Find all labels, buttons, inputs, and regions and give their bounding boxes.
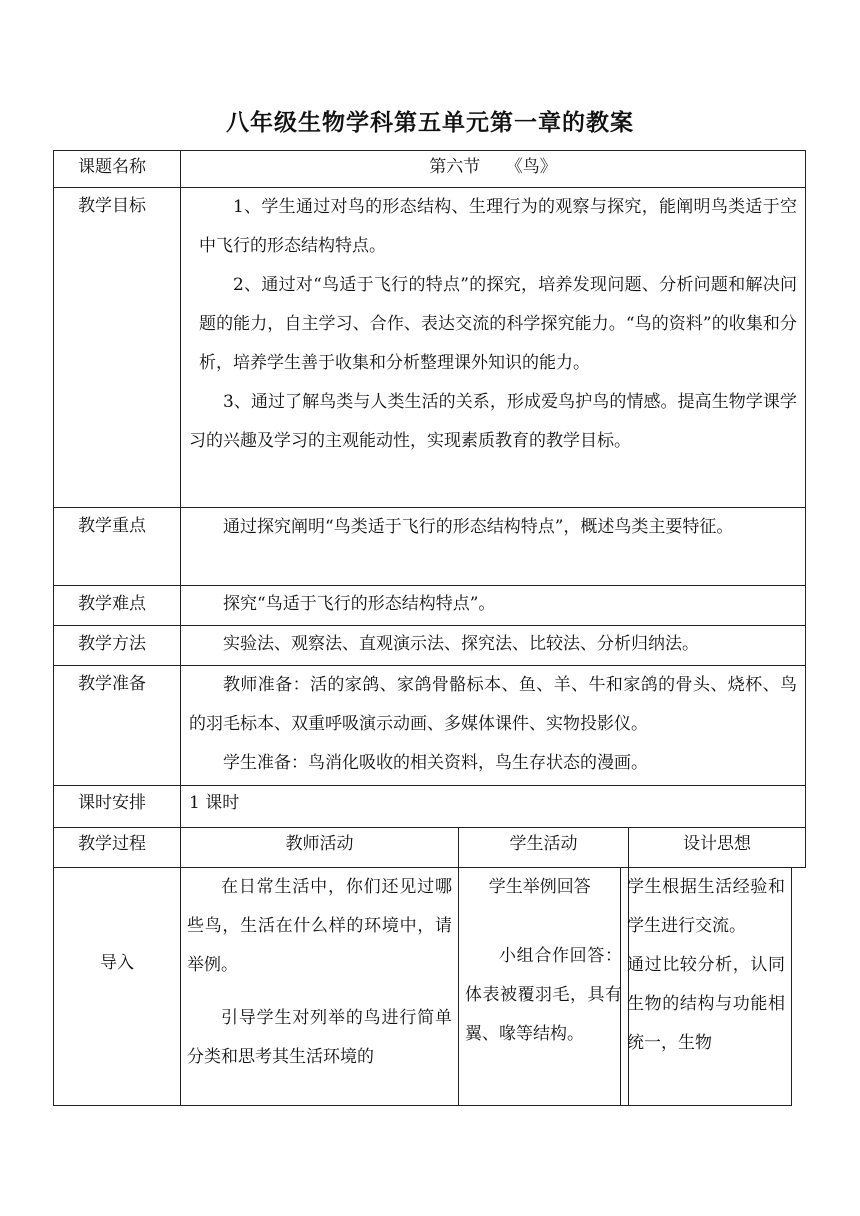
process-label: 教学过程 bbox=[78, 834, 146, 854]
topic-value-cell bbox=[180, 150, 806, 188]
intro-student-1: 学生举例回答 bbox=[488, 877, 591, 897]
design-idea-header-cell bbox=[628, 827, 806, 868]
preparation-label-cell bbox=[53, 665, 181, 786]
intro-teacher-cell bbox=[180, 867, 459, 1106]
intro-teacher-1: 在日常生活中，你们还见过哪些鸟，生活在什么样的环境中，请举例。 bbox=[187, 877, 452, 975]
difficulties-label-cell bbox=[53, 585, 181, 626]
schedule-label: 课时安排 bbox=[78, 793, 146, 813]
preparation-label: 教学准备 bbox=[78, 674, 146, 694]
objectives-content-cell bbox=[180, 187, 806, 508]
difficulties-text: 探究“鸟适于飞行的形态结构特点”。 bbox=[223, 594, 496, 614]
key-points-text: 通过探究阐明“鸟类适于飞行的形态结构特点”，概述鸟类主要特征。 bbox=[223, 517, 734, 537]
student-activity-header-cell bbox=[458, 827, 629, 868]
objective-2: 2、通过对“鸟适于飞行的特点”的探究，培养发现问题、分析问题和解决问题的能力，自主学习、合作、表达交流的科学探究能力。“鸟的资料”的收集和分析，培养学生善于收集和分析整理课外知识的能力。 bbox=[199, 275, 797, 373]
intro-design-cell bbox=[620, 867, 792, 1106]
methods-content-cell bbox=[180, 625, 806, 666]
intro-teacher-2: 引导学生对列举的鸟进行简单分类和思考其生活环境的 bbox=[187, 1008, 452, 1067]
page-title: 八年级生物学科第五单元第一章的教案 bbox=[226, 110, 634, 136]
topic-label: 课题名称 bbox=[78, 157, 146, 177]
objectives-label: 教学目标 bbox=[78, 196, 146, 216]
teacher-activity-header: 教师活动 bbox=[285, 834, 354, 854]
preparation-student: 学生准备：鸟消化吸收的相关资料，鸟生存状态的漫画。 bbox=[223, 753, 648, 773]
methods-label-cell bbox=[53, 625, 181, 666]
topic-label-cell bbox=[53, 150, 181, 188]
schedule-value-cell bbox=[180, 785, 806, 828]
methods-text: 实验法、观察法、直观演示法、探究法、比较法、分析归纳法。 bbox=[223, 634, 699, 654]
design-idea-header: 设计思想 bbox=[683, 834, 751, 854]
preparation-teacher: 教师准备：活的家鸽、家鸽骨骼标本、鱼、羊、牛和家鸽的骨头、烧杯、鸟的羽毛标本、双重呼吸演示动画、多媒体课件、实物投影仪。 bbox=[189, 675, 797, 734]
intro-design-2: 通过比较分析，认同生物的结构与功能相统一，生物 bbox=[627, 955, 785, 1053]
topic-value: 第六节 《鸟》 bbox=[429, 157, 557, 177]
difficulties-label: 教学难点 bbox=[78, 594, 146, 614]
objective-3: 3、通过了解鸟类与人类生活的关系，形成爱鸟护鸟的情感。提高生物学课学习的兴趣及学习的主观能动性，实现素质教育的教学目标。 bbox=[189, 392, 797, 451]
student-activity-header: 学生活动 bbox=[509, 834, 578, 854]
objective-1: 1、学生通过对鸟的形态结构、生理行为的观察与探究，能阐明鸟类适于空中飞行的形态结构特点。 bbox=[199, 197, 797, 256]
preparation-content-cell bbox=[180, 665, 806, 786]
methods-label: 教学方法 bbox=[78, 634, 146, 654]
teacher-activity-header-cell bbox=[180, 827, 459, 868]
key-points-label-cell bbox=[53, 507, 181, 586]
schedule-label-cell bbox=[53, 785, 181, 828]
intro-student-cell bbox=[458, 867, 629, 1106]
intro-label-cell bbox=[53, 867, 181, 1106]
intro-student-2: 小组合作回答：体表被覆羽毛，具有翼、喙等结构。 bbox=[465, 946, 622, 1044]
schedule-value: 1 课时 bbox=[189, 793, 240, 813]
objectives-label-cell bbox=[53, 187, 181, 508]
process-label-cell bbox=[53, 827, 181, 868]
difficulties-content-cell bbox=[180, 585, 806, 626]
intro-label: 导入 bbox=[100, 953, 134, 973]
intro-design-1: 学生根据生活经验和学生进行交流。 bbox=[627, 877, 785, 936]
key-points-label: 教学重点 bbox=[78, 516, 146, 536]
key-points-content-cell bbox=[180, 507, 806, 586]
